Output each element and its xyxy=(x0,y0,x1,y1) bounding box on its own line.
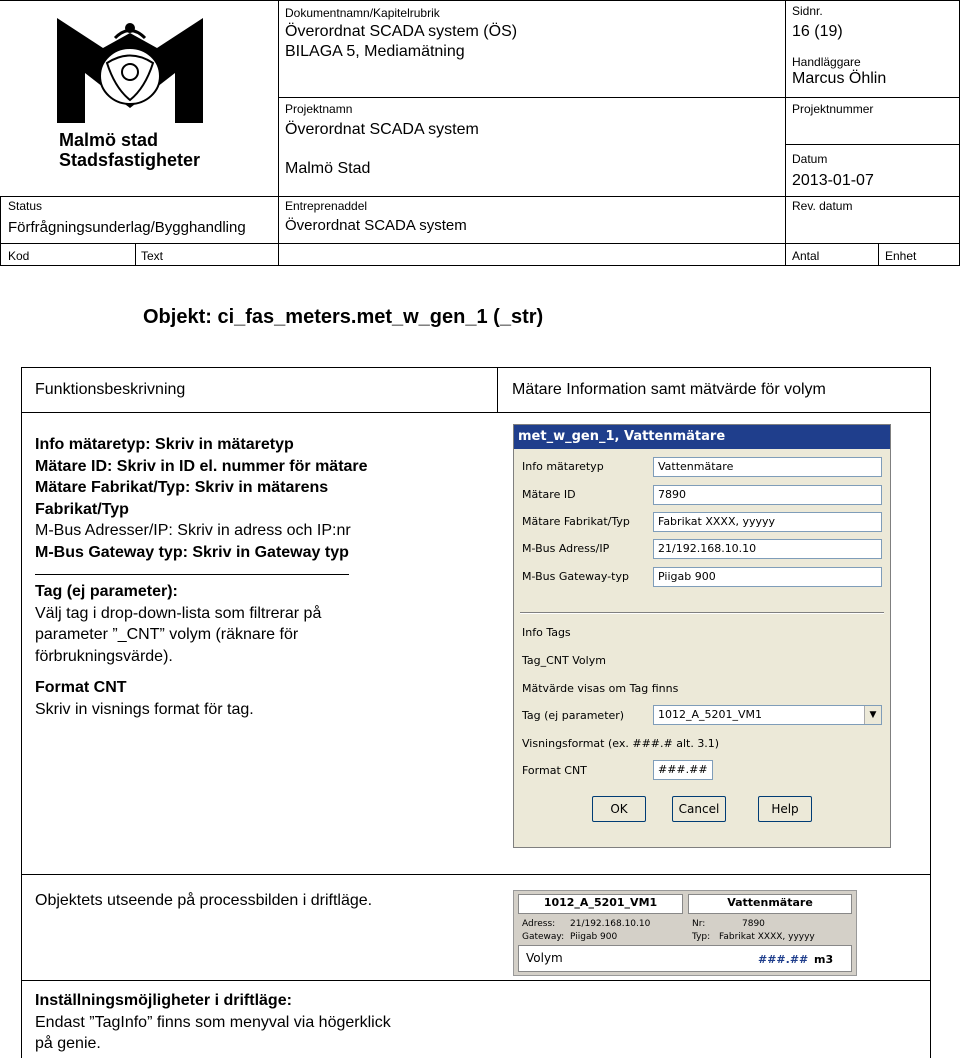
widget-addr-value: 21/192.168.10.10 xyxy=(570,919,651,929)
col-text: Text xyxy=(141,249,164,263)
project-city-value: Malmö Stad xyxy=(285,160,371,177)
runtime-settings xyxy=(35,990,495,1055)
info-type-label: Info mätaretyp xyxy=(522,460,604,473)
value-shown-label: Mätvärde visas om Tag finns xyxy=(522,682,679,695)
meter-id-label: Mätare ID xyxy=(522,488,576,501)
project-name-label: Projektnamn xyxy=(285,102,353,116)
widget-volume-value: ###.## xyxy=(758,953,809,966)
object-title: Objekt: ci_fas_meters.met_w_gen_1 (_str) xyxy=(143,306,544,328)
col-kod: Kod xyxy=(8,249,30,263)
gateway-type-label: M-Bus Gateway-typ xyxy=(522,570,629,583)
function-description xyxy=(35,434,495,720)
dialog-title: met_w_gen_1, Vattenmätare xyxy=(514,425,890,449)
tag-param-value: 1012_A_5201_VM1 xyxy=(658,708,763,721)
city-shield-icon xyxy=(45,8,215,128)
info-tags-label: Info Tags xyxy=(522,626,571,639)
info-type-field[interactable]: Vattenmätare xyxy=(653,457,882,477)
doc-name-line2: BILAGA 5, Mediamätning xyxy=(285,43,465,60)
meter-id-field[interactable]: 7890 xyxy=(653,485,882,505)
doc-name-line1: Överordnat SCADA system (ÖS) xyxy=(285,23,518,40)
process-view-caption: Objektets utseende på processbilden i driftläge. xyxy=(35,892,373,909)
tag-cnt-label: Tag_CNT Volym xyxy=(522,654,606,667)
help-button[interactable]: Help xyxy=(758,796,812,822)
widget-gw-value: Piigab 900 xyxy=(570,932,618,942)
ok-button[interactable]: OK xyxy=(592,796,646,822)
page-number-label: Sidnr. xyxy=(792,4,823,18)
runtime-settings-line: Endast ”TagInfo” finns som menyval via högerklick xyxy=(35,1013,391,1031)
project-number-label: Projektnummer xyxy=(792,102,874,116)
doc-name-label: Dokumentnamn/Kapitelrubrik xyxy=(285,6,440,20)
manufacturer-label: Mätare Fabrikat/Typ xyxy=(522,515,630,528)
col-enhet: Enhet xyxy=(885,249,917,263)
desc-line: Mätare ID: Skriv in ID el. nummer för mätare xyxy=(35,457,368,475)
col-antal: Antal xyxy=(792,249,820,263)
widget-typ-value: Fabrikat XXXX, yyyyy xyxy=(719,932,815,942)
handler-value: Marcus Öhlin xyxy=(792,70,887,87)
meter-config-dialog xyxy=(513,424,891,848)
logo-line1: Malmö stad xyxy=(59,130,159,150)
widget-volume-unit: m3 xyxy=(814,953,834,966)
desc-line: M-Bus Adresser/IP: Skriv in adress och IP:nr xyxy=(35,522,351,539)
widget-typ-label: Typ: xyxy=(692,932,711,942)
malmo-stad-logo xyxy=(45,8,215,173)
mbus-address-label: M-Bus Adress/IP xyxy=(522,542,610,555)
desc-divider xyxy=(35,574,349,575)
desc-line: Mätare Fabrikat/Typ: Skriv in mätarens xyxy=(35,479,329,496)
status-value: Förfrågningsunderlag/Bygghandling xyxy=(8,219,246,236)
widget-type: Vattenmätare xyxy=(688,894,852,914)
desc-line: Fabrikat/Typ xyxy=(35,500,129,518)
date-label: Datum xyxy=(792,152,828,166)
desc-line: parameter ”_CNT” volym (räknare för xyxy=(35,626,299,643)
rev-date-label: Rev. datum xyxy=(792,199,853,213)
format-cnt-label: Format CNT xyxy=(522,764,587,777)
manufacturer-field[interactable]: Fabrikat XXXX, yyyyy xyxy=(653,512,882,532)
widget-nr-value: 7890 xyxy=(742,919,765,929)
process-widget[interactable] xyxy=(513,890,857,976)
logo-line2: Stadsfastigheter xyxy=(59,150,201,170)
page-number-value: 16 (19) xyxy=(792,23,843,40)
handler-label: Handläggare xyxy=(792,55,861,69)
runtime-settings-title: Inställningsmöjligheter i driftläge: xyxy=(35,992,292,1009)
tag-param-label: Tag (ej parameter) xyxy=(522,709,625,722)
contract-value: Överordnat SCADA system xyxy=(285,217,467,234)
chevron-down-icon[interactable]: ▼ xyxy=(864,706,881,724)
runtime-settings-line: på genie. xyxy=(35,1035,101,1052)
project-name-value: Överordnat SCADA system xyxy=(285,121,479,138)
status-label: Status xyxy=(8,199,43,213)
format-cnt-field[interactable]: ###.## xyxy=(653,760,713,780)
display-format-label: Visningsformat (ex. ###.# alt. 3.1) xyxy=(522,737,720,750)
desc-line: M-Bus Gateway typ: Skriv in Gateway typ xyxy=(35,543,349,561)
desc-line: förbrukningsvärde). xyxy=(35,647,173,665)
gateway-type-field[interactable]: Piigab 900 xyxy=(653,567,882,587)
widget-gw-label: Gateway: xyxy=(522,932,565,942)
desc-line: Info mätaretyp: Skriv in mätaretyp xyxy=(35,436,294,453)
desc-line: Välj tag i drop-down-lista som filtrerar på xyxy=(35,604,322,622)
cancel-button[interactable]: Cancel xyxy=(672,796,726,822)
col1-header: Funktionsbeskrivning xyxy=(35,381,186,398)
tag-param-select[interactable] xyxy=(653,705,882,725)
col2-header: Mätare Information samt mätvärde för volym xyxy=(512,381,826,398)
desc-line: Tag (ej parameter): xyxy=(35,583,178,600)
widget-tag: 1012_A_5201_VM1 xyxy=(518,894,683,914)
desc-line: Skriv in visnings format för tag. xyxy=(35,700,254,718)
date-value: 2013-01-07 xyxy=(792,172,874,189)
contract-label: Entreprenaddel xyxy=(285,199,368,213)
widget-nr-label: Nr: xyxy=(692,919,706,929)
widget-addr-label: Adress: xyxy=(522,919,556,929)
dialog-separator xyxy=(520,612,884,614)
desc-line: Format CNT xyxy=(35,679,127,696)
mbus-address-field[interactable]: 21/192.168.10.10 xyxy=(653,539,882,559)
widget-volume-label: Volym xyxy=(526,951,563,965)
